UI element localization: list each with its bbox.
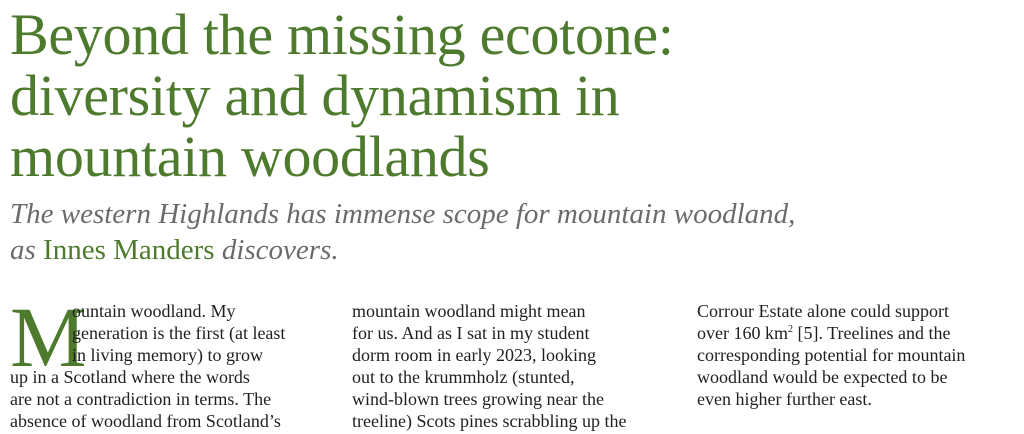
title-line-2: diversity and dynamism in [10,63,620,128]
body-line [697,322,1022,344]
standfirst-suffix: discovers. [214,234,339,266]
body-line: treeline) Scots pines scrabbling up the [352,411,627,431]
title-line-3: mountain woodlands [10,124,490,189]
body-line: in living memory) to grow [72,345,263,365]
body-line: are not a contradiction in terms. The [10,389,272,409]
body-line: ountain woodland. My [72,301,236,321]
body-line: Corrour Estate alone could support [697,301,949,321]
body-line: up in a Scotland where the words [10,367,250,387]
standfirst-prefix: as [10,234,44,266]
body-column-3 [697,300,1022,410]
body-column-2 [352,300,677,432]
body-line: for us. And as I sat in my student [352,323,590,343]
citation-text: [5]. Treelines and the [792,323,951,343]
body-line: corresponding potential for mountain [697,345,966,365]
body-column-1 [10,300,330,432]
area-text: over 160 km [697,323,788,343]
body-line: dorm room in early 2023, looking [352,345,596,365]
superscript-two: 2 [787,324,793,335]
drop-cap: M [10,289,87,385]
body-line: even higher further east. [697,389,872,409]
body-line: woodland would be expected to be [697,367,948,387]
standfirst [10,196,1010,268]
body-line: out to the krummholz (stunted, [352,367,575,387]
body-line: wind-blown trees growing near the [352,389,604,409]
title-line-1: Beyond the missing ecotone: [10,2,674,67]
author-name: Innes Manders [43,234,215,266]
standfirst-line-2 [10,232,1010,268]
body-line: absence of woodland from Scotland’s [10,411,281,431]
body-line: mountain woodland might mean [352,301,586,321]
article-title [10,4,1010,187]
standfirst-line-1: The western Highlands has immense scope for mountain woodland, [10,198,796,230]
body-line: generation is the first (at least [72,323,286,343]
